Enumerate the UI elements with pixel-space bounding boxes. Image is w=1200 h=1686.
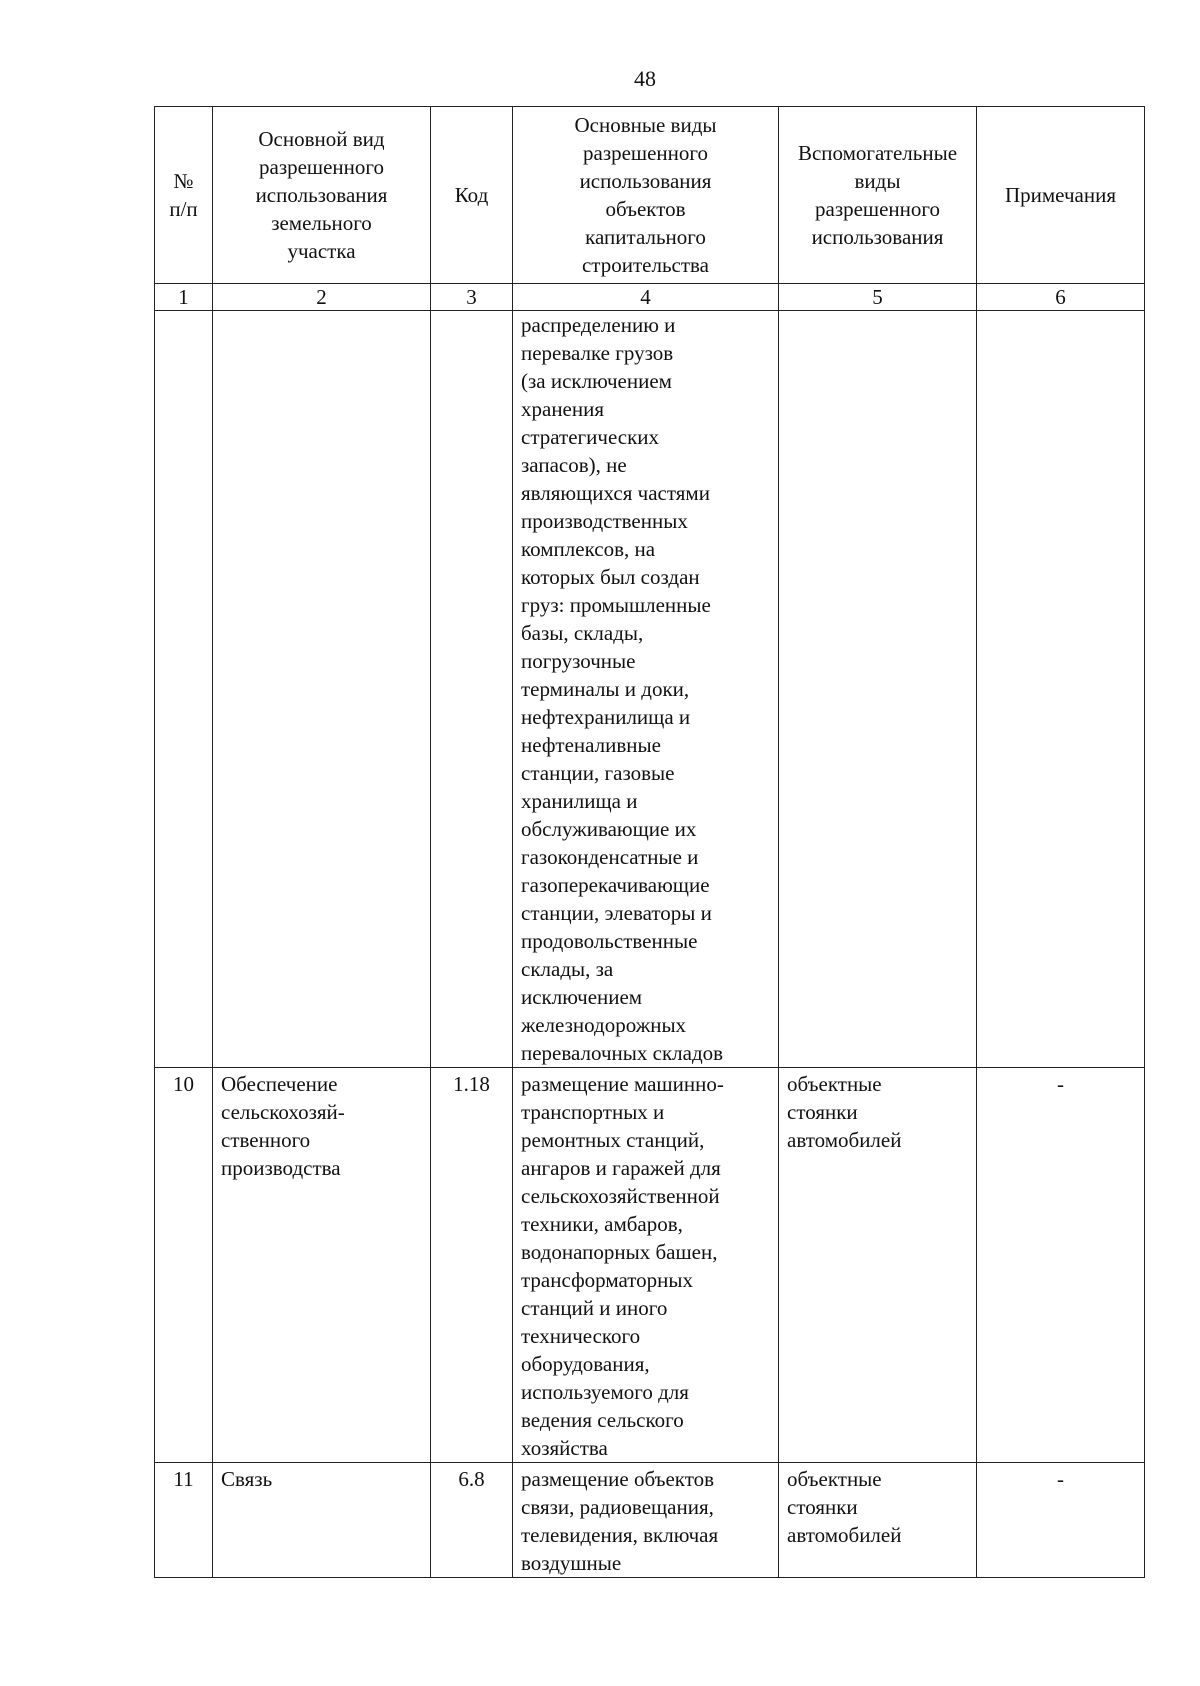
- row-number: [155, 311, 213, 1068]
- row-number: 11: [155, 1463, 213, 1578]
- land-use-table: [154, 106, 1145, 1578]
- notes-cell: [977, 311, 1145, 1068]
- column-number-row: [155, 284, 1145, 311]
- capital-use-cell: размещение объектов связи, радиовещания, телевидения, включая воздушные: [513, 1463, 779, 1578]
- main-use-cell: Обеспечение сельскохозяй- ственного производства: [213, 1068, 431, 1463]
- notes-cell: -: [977, 1068, 1145, 1463]
- code-cell: 1.18: [431, 1068, 513, 1463]
- main-use-cell: [213, 311, 431, 1068]
- column-number: 2: [213, 284, 431, 311]
- capital-use-cell: размещение машинно- транспортных и ремонтных станций, ангаров и гаражей для сельскохозяйственной техники, амбаров, водонапорных башен, трансформаторных станций и иного технического оборудования, используемого для ведения сельского хозяйства: [513, 1068, 779, 1463]
- table-row: [155, 1068, 1145, 1463]
- column-number: 5: [779, 284, 977, 311]
- header-notes: Примечания: [977, 107, 1145, 284]
- auxiliary-use-cell: объектные стоянки автомобилей: [779, 1463, 977, 1578]
- column-number: 3: [431, 284, 513, 311]
- table-row: [155, 1463, 1145, 1578]
- header-capital-use: Основные виды разрешенного использования объектов капитального строительства: [513, 107, 779, 284]
- column-number: 4: [513, 284, 779, 311]
- table-row: [155, 311, 1145, 1068]
- capital-use-cell: распределению и перевалке грузов (за исключением хранения стратегических запасов), не являющихся частями производственных комплексов, на которых был создан груз: промышленные базы, склады, погрузочные терминалы и доки, нефтехранилища и нефтеналивные станции, газовые хранилища и обслуживающие их газоконденсатные и газоперекачивающие станции, элеваторы и продовольственные склады, за исключением железнодорожных перевалочных складов: [513, 311, 779, 1068]
- column-number: 6: [977, 284, 1145, 311]
- header-number: № п/п: [155, 107, 213, 284]
- header-auxiliary-use: Вспомогательные виды разрешенного использования: [779, 107, 977, 284]
- header-code: Код: [431, 107, 513, 284]
- page-number: 48: [634, 66, 656, 91]
- column-number: 1: [155, 284, 213, 311]
- row-number: 10: [155, 1068, 213, 1463]
- notes-cell: -: [977, 1463, 1145, 1578]
- code-cell: [431, 311, 513, 1068]
- auxiliary-use-cell: [779, 311, 977, 1068]
- main-use-cell: Связь: [213, 1463, 431, 1578]
- header-main-use: Основной вид разрешенного использования земельного участка: [213, 107, 431, 284]
- auxiliary-use-cell: объектные стоянки автомобилей: [779, 1068, 977, 1463]
- table-header-row: [155, 107, 1145, 284]
- code-cell: 6.8: [431, 1463, 513, 1578]
